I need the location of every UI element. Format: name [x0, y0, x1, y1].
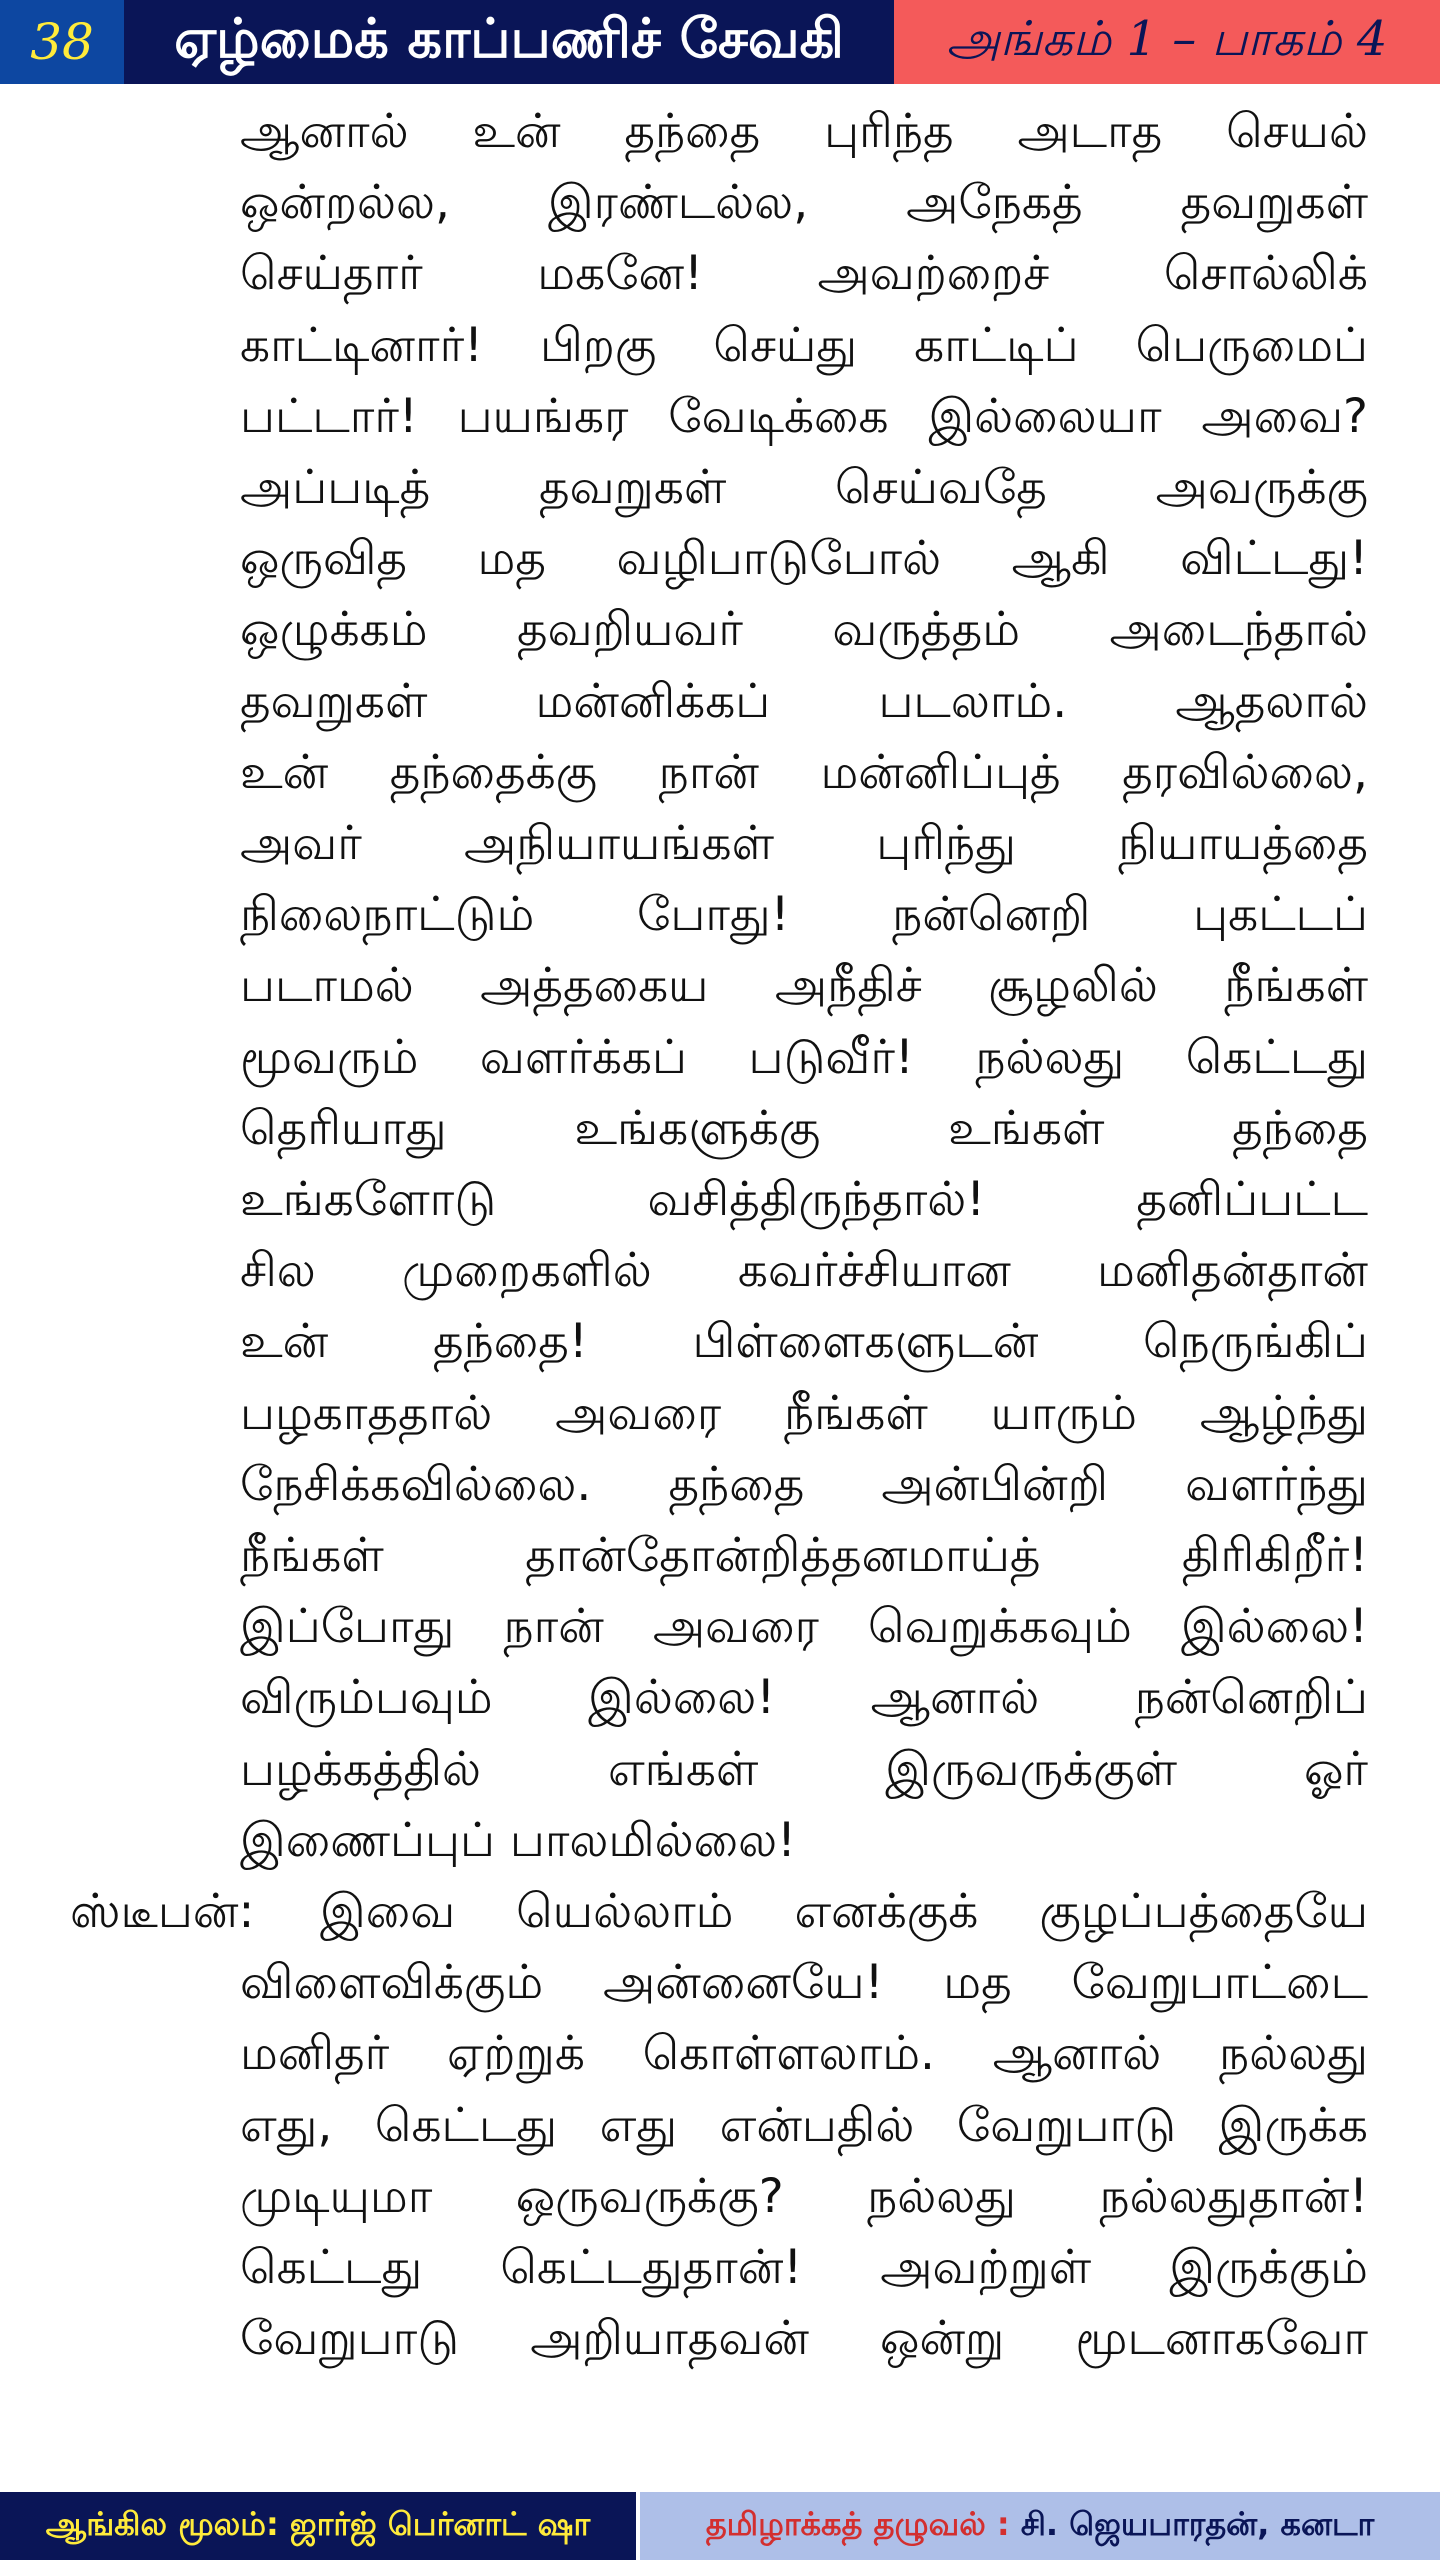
text-line: படாமல் அத்தகைய அநீதிச் சூழலில் நீங்கள்	[240, 958, 1368, 1014]
speaker-name: ஸ்டீபன்:	[70, 1884, 255, 1939]
text-line: இணைப்புப் பாலமில்லை!	[240, 1812, 797, 1868]
text-line: உன் தந்தைக்கு நான் மன்னிப்புத் தரவில்லை,	[240, 744, 1368, 800]
page-header	[0, 0, 1440, 84]
page-number: 38	[0, 0, 124, 84]
text-line: நிலைநாட்டும் போது! நன்னெறி புகட்டப்	[240, 887, 1368, 943]
translator-credit	[640, 2492, 1440, 2560]
book-title: ஏழ்மைக் காப்பணிச் சேவகி	[124, 0, 894, 84]
text-line: பட்டார்! பயங்கர வேடிக்கை இல்லையா அவை?	[240, 388, 1368, 444]
original-author: ஆங்கில மூலம்: ஜார்ஜ் பெர்னாட் ஷா	[0, 2492, 636, 2560]
text-line: விளைவிக்கும் அன்னையே! மத வேறுபாட்டை	[240, 1955, 1368, 2011]
text-line: அவர் அநியாயங்கள் புரிந்து நியாயத்தை	[240, 816, 1368, 871]
text-line: பழக்கத்தில் எங்கள் இருவருக்குள் ஓர்	[240, 1741, 1368, 1797]
text-line: அப்படித் தவறுகள் செய்வதே அவருக்கு	[240, 460, 1368, 515]
text-line: நேசிக்கவில்லை. தந்தை அன்பின்றி வளர்ந்து	[240, 1456, 1368, 1512]
translator-name: சி. ஜெயபாரதன், கனடா	[1020, 2505, 1375, 2543]
text-line: தவறுகள் மன்னிக்கப் படலாம். ஆதலால்	[240, 673, 1368, 729]
text-line: காட்டினார்! பிறகு செய்து காட்டிப் பெருமைப்	[240, 317, 1368, 373]
translator-label: தமிழாக்கத் தழுவல் :	[705, 2505, 1010, 2543]
text-line: மூவரும் வளர்க்கப் படுவீர்! நல்லது கெட்டது	[240, 1029, 1368, 1085]
text-line: சில முறைகளில் கவர்ச்சியான மனிதன்தான்	[240, 1243, 1368, 1299]
text-line: வேறுபாடு அறியாதவன் ஒன்று மூடனாகவோ	[240, 2311, 1368, 2367]
text-line: உன் தந்தை! பிள்ளைகளுடன் நெருங்கிப்	[240, 1314, 1368, 1370]
text-line: நீங்கள் தான்தோன்றித்தனமாய்த் திரிகிறீர்!	[240, 1528, 1368, 1583]
text-line: எது, கெட்டது எது என்பதில் வேறுபாடு இருக்க	[240, 2097, 1368, 2153]
text-line: ஒருவித மத வழிபாடுபோல் ஆகி விட்டது!	[240, 531, 1368, 587]
text-line: ஆனால் உன் தந்தை புரிந்த அடாத செயல்	[240, 104, 1368, 159]
text-line: பழகாததால் அவரை நீங்கள் யாரும் ஆழ்ந்து	[240, 1385, 1368, 1441]
text-line: ஒழுக்கம் தவறியவர் வருத்தம் அடைந்தால்	[240, 602, 1368, 658]
text-line: முடியுமா ஒருவருக்கு? நல்லது நல்லதுதான்!	[240, 2168, 1368, 2224]
section-label: அங்கம் 1 – பாகம் 4	[894, 0, 1440, 84]
text-line: உங்களோடு வசித்திருந்தால்! தனிப்பட்ட	[240, 1172, 1368, 1227]
text-line: இப்போது நான் அவரை வெறுக்கவும் இல்லை!	[240, 1599, 1368, 1655]
page-footer	[0, 2492, 1440, 2560]
text-line: தெரியாது உங்களுக்கு உங்கள் தந்தை	[240, 1100, 1368, 1156]
text-line: விரும்பவும் இல்லை! ஆனால் நன்னெறிப்	[240, 1670, 1368, 1726]
text-line: ஒன்றல்ல, இரண்டல்ல, அநேகத் தவறுகள்	[240, 175, 1368, 231]
text-line: கெட்டது கெட்டதுதான்! அவற்றுள் இருக்கும்	[240, 2240, 1368, 2295]
text-line: செய்தார் மகனே! அவற்றைச் சொல்லிக்	[240, 246, 1368, 302]
text-line: இவை யெல்லாம் எனக்குக் குழப்பத்தையே	[320, 1884, 1368, 1939]
text-line: மனிதர் ஏற்றுக் கொள்ளலாம். ஆனால் நல்லது	[240, 2026, 1368, 2082]
